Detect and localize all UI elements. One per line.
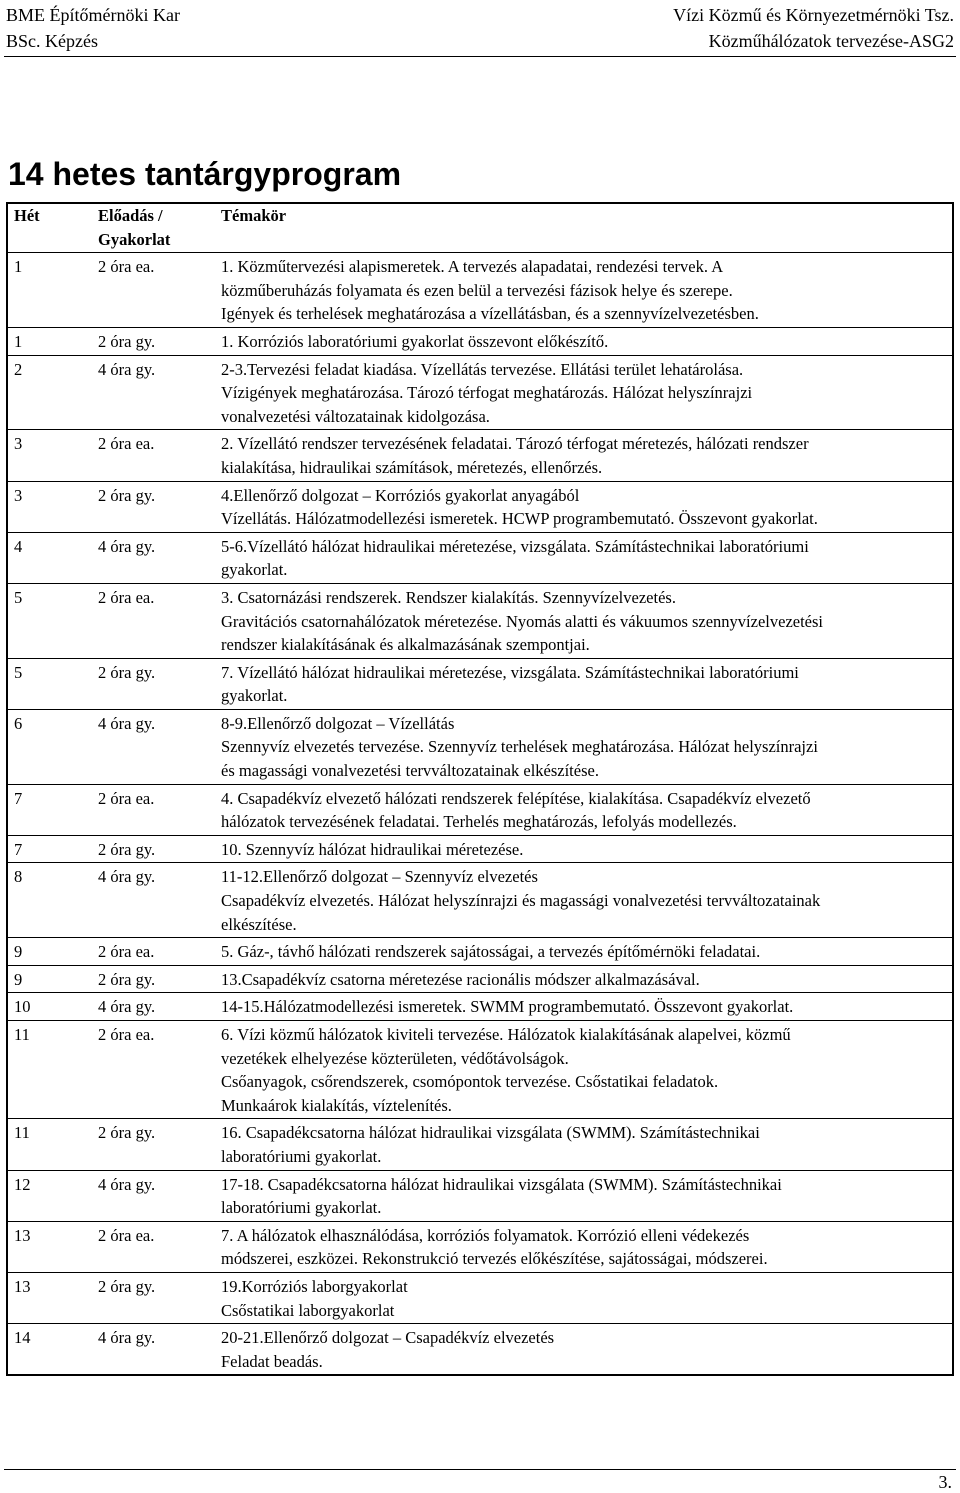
session-type-cell: 4 óra gy. bbox=[92, 532, 213, 583]
week-cell: 12 bbox=[7, 1170, 92, 1221]
week-cell: 7 bbox=[7, 835, 92, 863]
topic-line: laboratóriumi gyakorlat. bbox=[221, 1146, 382, 1166]
topic-line: 5. Gáz-, távhő hálózati rendszerek sajátosságai, a tervezés építőmérnöki feladatai. bbox=[221, 942, 761, 962]
week-cell: 13 bbox=[7, 1272, 92, 1323]
session-type-cell: 2 óra gy. bbox=[92, 327, 213, 355]
session-type-cell: 4 óra gy. bbox=[92, 863, 213, 938]
table-header-row bbox=[7, 203, 953, 253]
column-header-topic: Témakör bbox=[221, 206, 287, 225]
session-type-cell: 2 óra gy. bbox=[92, 481, 213, 532]
week-cell: 1 bbox=[7, 327, 92, 355]
topic-line: 7. A hálózatok elhasználódása, korróziós folyamatok. Korrózió elleni védekezés bbox=[221, 1225, 750, 1245]
session-type-cell: 2 óra ea. bbox=[92, 784, 213, 835]
table-row bbox=[7, 1119, 953, 1170]
table-row bbox=[7, 355, 953, 430]
topic-line: Vízigények meghatározása. Tározó térfogat meghatározás. Hálózat helyszínrajzi bbox=[221, 383, 753, 403]
week-cell: 6 bbox=[7, 709, 92, 784]
footer-divider bbox=[4, 1469, 956, 1470]
week-cell: 11 bbox=[7, 1021, 92, 1119]
topic-line: 10. Szennyvíz hálózat hidraulikai méretezése. bbox=[221, 839, 524, 859]
table-row bbox=[7, 965, 953, 993]
topic-line: 7. Vízellátó hálózat hidraulikai méretezése, vizsgálata. Számítástechnikai laboratóriumi bbox=[221, 662, 799, 682]
table-row bbox=[7, 532, 953, 583]
header-divider bbox=[4, 56, 956, 57]
topic-line: és magassági vonalvezetési tervváltozatainak elkészítése. bbox=[221, 761, 599, 781]
topic-line: 1. Közműtervezési alapismeretek. A tervezés alapadatai, rendezési tervek. A bbox=[221, 257, 724, 277]
topic-cell bbox=[213, 965, 953, 993]
schedule-table-container bbox=[6, 202, 954, 1376]
topic-line: gyakorlat. bbox=[221, 686, 288, 706]
topic-line: 13.Csapadékvíz csatorna méretezése racionális módszer alkalmazásával. bbox=[221, 969, 700, 989]
week-cell: 9 bbox=[7, 938, 92, 966]
topic-line: Vízellátás. Hálózatmodellezési ismeretek. HCWP programbemutató. Összevont gyakorlat. bbox=[221, 509, 818, 529]
topic-cell bbox=[213, 583, 953, 658]
table-row bbox=[7, 583, 953, 658]
table-body bbox=[7, 253, 953, 1376]
topic-line: 8-9.Ellenőrző dolgozat – Vízellátás bbox=[221, 713, 455, 733]
session-type-cell: 2 óra gy. bbox=[92, 965, 213, 993]
week-cell: 3 bbox=[7, 481, 92, 532]
column-header-type bbox=[92, 203, 213, 253]
page-title: 14 hetes tantárgyprogram bbox=[8, 156, 402, 192]
session-type-cell: 4 óra gy. bbox=[92, 993, 213, 1021]
session-type-cell: 2 óra ea. bbox=[92, 1021, 213, 1119]
topic-line: módszerei, eszközei. Rekonstrukció tervezés előkészítése, sajátosságai, módszerei. bbox=[221, 1249, 768, 1269]
table-row bbox=[7, 835, 953, 863]
week-cell: 8 bbox=[7, 863, 92, 938]
topic-line: közműberuházás folyamata és ezen belül a tervezési fázisok helye és szerepe. bbox=[221, 280, 733, 300]
topic-line: vonalvezetési változatainak kidolgozása. bbox=[221, 406, 490, 426]
week-cell: 13 bbox=[7, 1221, 92, 1272]
faculty-name: BME Építőmérnöki Kar bbox=[6, 5, 180, 25]
topic-cell bbox=[213, 481, 953, 532]
topic-cell bbox=[213, 355, 953, 430]
session-type-cell: 2 óra ea. bbox=[92, 253, 213, 328]
topic-line: laboratóriumi gyakorlat. bbox=[221, 1198, 382, 1218]
topic-line: 3. Csatornázási rendszerek. Rendszer kialakítás. Szennyvízelvezetés. bbox=[221, 587, 676, 607]
session-type-cell: 2 óra gy. bbox=[92, 1272, 213, 1323]
table-row bbox=[7, 938, 953, 966]
week-cell: 14 bbox=[7, 1324, 92, 1376]
session-type-cell: 4 óra gy. bbox=[92, 709, 213, 784]
column-header-week: Hét bbox=[14, 206, 40, 225]
topic-line: kialakítása, hidraulikai számítások, méretezés, ellenőrzés. bbox=[221, 457, 603, 477]
topic-cell bbox=[213, 1021, 953, 1119]
table-row bbox=[7, 709, 953, 784]
topic-line: Feladat beadás. bbox=[221, 1351, 323, 1371]
topic-line: gyakorlat. bbox=[221, 560, 288, 580]
topic-cell bbox=[213, 1119, 953, 1170]
topic-cell bbox=[213, 863, 953, 938]
table-row bbox=[7, 1272, 953, 1323]
topic-cell bbox=[213, 1272, 953, 1323]
topic-line: 16. Csapadékcsatorna hálózat hidraulikai vizsgálata (SWMM). Számítástechnikai bbox=[221, 1123, 760, 1143]
session-type-cell: 2 óra ea. bbox=[92, 1221, 213, 1272]
week-cell: 9 bbox=[7, 965, 92, 993]
week-cell: 5 bbox=[7, 583, 92, 658]
topic-line: Gravitációs csatornahálózatok méretezése. Nyomás alatti és vákuumos szennyvízelvezetési bbox=[221, 611, 824, 631]
topic-cell bbox=[213, 1324, 953, 1376]
topic-line: Csőanyagok, csőrendszerek, csomópontok tervezése. Csőstatikai feladatok. bbox=[221, 1072, 719, 1092]
column-header-type-line: Gyakorlat bbox=[98, 229, 171, 249]
department-name: Vízi Közmű és Környezetmérnöki Tsz. bbox=[673, 5, 954, 25]
course-name: Közműhálózatok tervezése-ASG2 bbox=[708, 31, 954, 51]
session-type-cell: 2 óra ea. bbox=[92, 938, 213, 966]
topic-line: Munkaárok kialakítás, víztelenítés. bbox=[221, 1095, 452, 1115]
week-cell: 1 bbox=[7, 253, 92, 328]
table-row bbox=[7, 863, 953, 938]
week-cell: 10 bbox=[7, 993, 92, 1021]
table-row bbox=[7, 327, 953, 355]
table-row bbox=[7, 430, 953, 481]
topic-line: vezetékek elhelyezése közterületen, védőtávolságok. bbox=[221, 1048, 569, 1068]
topic-line: 1. Korróziós laboratóriumi gyakorlat összevont előkészítő. bbox=[221, 331, 609, 351]
session-type-cell: 4 óra gy. bbox=[92, 1324, 213, 1376]
topic-line: 4. Csapadékvíz elvezető hálózati rendszerek felépítése, kialakítása. Csapadékvíz elvezető bbox=[221, 788, 811, 808]
topic-line: 17-18. Csapadékcsatorna hálózat hidraulikai vizsgálata (SWMM). Számítástechnikai bbox=[221, 1174, 782, 1194]
topic-line: 20-21.Ellenőrző dolgozat – Csapadékvíz elvezetés bbox=[221, 1328, 555, 1348]
topic-cell bbox=[213, 784, 953, 835]
topic-line: Csőstatikai laborgyakorlat bbox=[221, 1300, 395, 1320]
week-cell: 11 bbox=[7, 1119, 92, 1170]
week-cell: 5 bbox=[7, 658, 92, 709]
table-row bbox=[7, 1221, 953, 1272]
session-type-cell: 4 óra gy. bbox=[92, 355, 213, 430]
topic-line: 4.Ellenőrző dolgozat – Korróziós gyakorlat anyagából bbox=[221, 485, 580, 505]
table-row bbox=[7, 1324, 953, 1376]
table-row bbox=[7, 1170, 953, 1221]
topic-line: 2-3.Tervezési feladat kiadása. Vízellátás tervezése. Ellátási terület lehatárolása. bbox=[221, 359, 744, 379]
topic-cell bbox=[213, 1170, 953, 1221]
topic-cell bbox=[213, 993, 953, 1021]
table-row bbox=[7, 993, 953, 1021]
topic-line: Szennyvíz elvezetés tervezése. Szennyvíz terhelések meghatározása. Hálózat helyszínrajzi bbox=[221, 737, 818, 757]
session-type-cell: 2 óra ea. bbox=[92, 583, 213, 658]
table-row bbox=[7, 253, 953, 328]
session-type-cell: 4 óra gy. bbox=[92, 1170, 213, 1221]
topic-line: 11-12.Ellenőrző dolgozat – Szennyvíz elvezetés bbox=[221, 867, 538, 887]
table-row bbox=[7, 1021, 953, 1119]
table-row bbox=[7, 784, 953, 835]
session-type-cell: 2 óra ea. bbox=[92, 430, 213, 481]
session-type-cell: 2 óra gy. bbox=[92, 1119, 213, 1170]
schedule-table bbox=[6, 202, 954, 1376]
topic-line: Igények és terhelések meghatározása a vízellátásban, és a szennyvízelvezetésben. bbox=[221, 304, 759, 324]
column-header-type-line: Előadás / bbox=[98, 206, 163, 225]
week-cell: 2 bbox=[7, 355, 92, 430]
topic-cell bbox=[213, 532, 953, 583]
topic-cell bbox=[213, 835, 953, 863]
page-number: 3. bbox=[938, 1472, 952, 1492]
topic-cell bbox=[213, 709, 953, 784]
session-type-cell: 2 óra gy. bbox=[92, 835, 213, 863]
session-type-cell: 2 óra gy. bbox=[92, 658, 213, 709]
topic-line: elkészítése. bbox=[221, 914, 297, 934]
topic-line: Csapadékvíz elvezetés. Hálózat helyszínrajzi és magassági vonalvezetési tervváltozatainak bbox=[221, 891, 821, 911]
topic-cell bbox=[213, 938, 953, 966]
topic-line: 2. Vízellátó rendszer tervezésének feladatai. Tározó térfogat méretezés, hálózati rendszer bbox=[221, 434, 809, 454]
topic-line: rendszer kialakításának és alkalmazásának szempontjai. bbox=[221, 635, 590, 655]
week-cell: 4 bbox=[7, 532, 92, 583]
topic-line: 14-15.Hálózatmodellezési ismeretek. SWMM programbemutató. Összevont gyakorlat. bbox=[221, 997, 794, 1017]
topic-line: 6. Vízi közmű hálózatok kiviteli tervezése. Hálózatok kialakításának alapelvei, közmű bbox=[221, 1025, 791, 1044]
week-cell: 3 bbox=[7, 430, 92, 481]
topic-cell bbox=[213, 1221, 953, 1272]
topic-cell bbox=[213, 327, 953, 355]
table-row bbox=[7, 481, 953, 532]
topic-line: 5-6.Vízellátó hálózat hidraulikai méretezése, vizsgálata. Számítástechnikai laboratóriumi bbox=[221, 536, 809, 556]
program-name: BSc. Képzés bbox=[6, 31, 98, 51]
week-cell: 7 bbox=[7, 784, 92, 835]
topic-cell bbox=[213, 253, 953, 328]
table-row bbox=[7, 658, 953, 709]
topic-cell bbox=[213, 658, 953, 709]
topic-cell bbox=[213, 430, 953, 481]
topic-line: 19.Korróziós laborgyakorlat bbox=[221, 1276, 408, 1296]
topic-line: hálózatok tervezésének feladatai. Terhelés meghatározás, lefolyás modellezés. bbox=[221, 812, 737, 832]
